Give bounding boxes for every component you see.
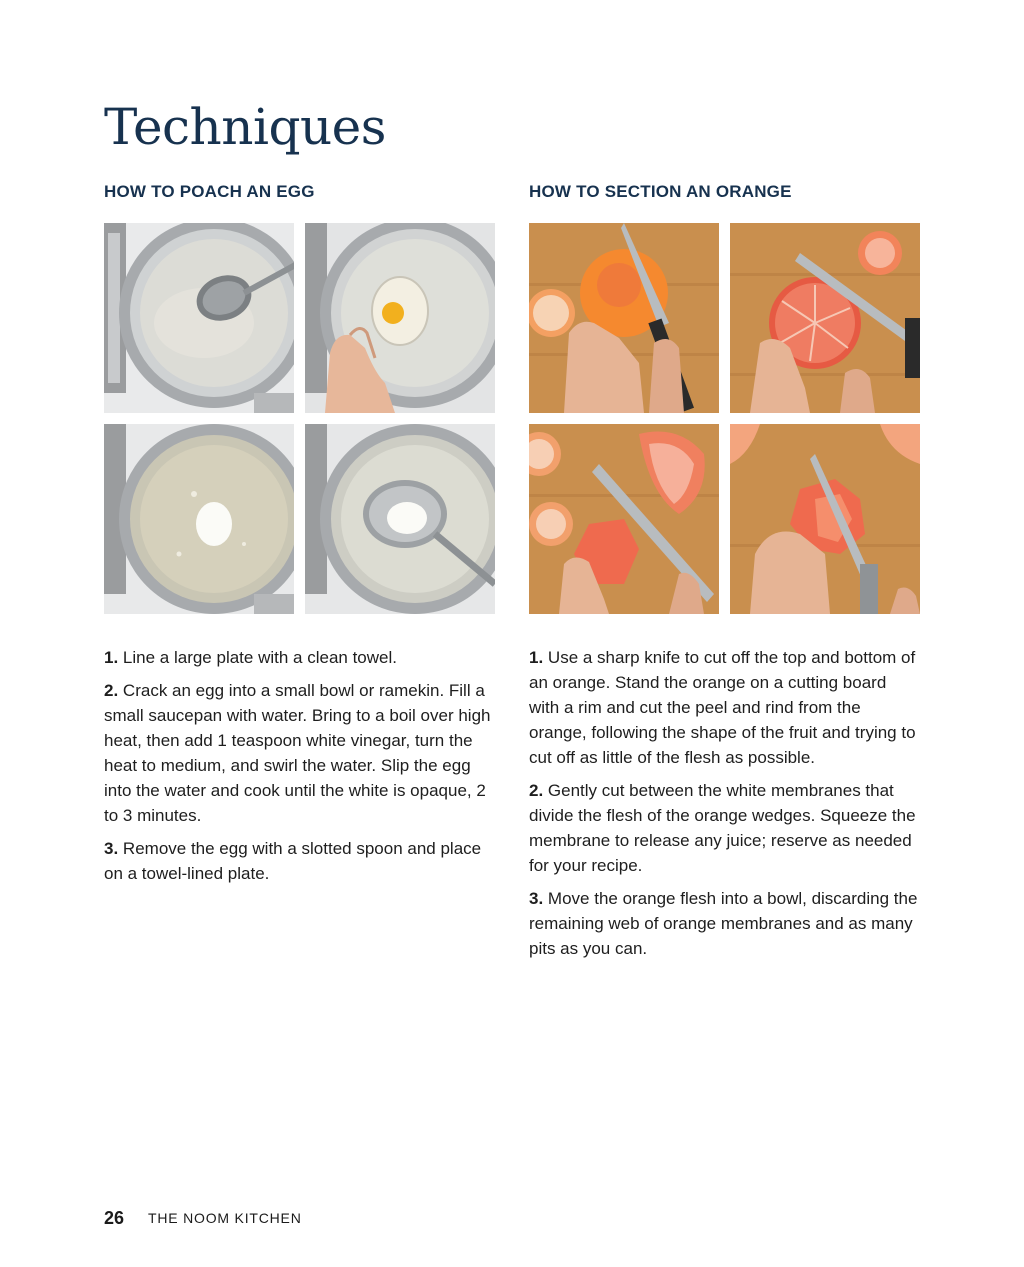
photo-cutting-orange-peel: [529, 223, 719, 413]
step-number: 3.: [104, 839, 119, 858]
steps-list: [529, 645, 921, 961]
step-item: [104, 836, 496, 886]
step-number: 2.: [529, 781, 544, 800]
cutting-orange-peel-icon: [529, 223, 719, 413]
page-footer: [104, 1206, 302, 1230]
pan-with-slotted-spoon-icon: [104, 223, 294, 413]
photo-pan-with-slotted-spoon: [104, 223, 294, 413]
step-number: 2.: [104, 681, 119, 700]
photo-egg-in-bowl: [305, 223, 495, 413]
poached-egg-on-spoon-icon: [305, 424, 495, 614]
page-number: 26: [104, 1207, 125, 1228]
egg-in-simmering-water-icon: [104, 424, 294, 614]
section-orange: [529, 180, 921, 969]
egg-in-bowl-icon: [305, 223, 495, 413]
photo-grid: [104, 223, 496, 615]
peeled-orange-with-knife-icon: [730, 223, 920, 413]
step-item: [529, 886, 921, 961]
page-title: Techniques: [104, 98, 386, 156]
section-heading: HOW TO POACH AN EGG: [104, 182, 315, 201]
step-item: [104, 645, 496, 670]
step-item: [104, 678, 496, 828]
photo-grid: [529, 223, 921, 615]
step-number: 1.: [529, 648, 544, 667]
step-text: Remove the egg with a slotted spoon and place on a towel-lined plate.: [104, 839, 482, 883]
photo-poached-egg-on-spoon: [305, 424, 495, 614]
step-text: Crack an egg into a small bowl or ramekin. Fill a small saucepan with water. Bring to a boil over high heat, then add 1 teaspoon white vinegar, turn the heat to medium, and swirl the water. Slip the egg into the water and cook until the white is opaque, 2 to 3 minutes.: [104, 681, 491, 825]
step-item: [529, 645, 921, 770]
step-number: 1.: [104, 648, 119, 667]
removing-orange-segment-icon: [730, 424, 920, 614]
slicing-orange-segments-icon: [529, 424, 719, 614]
steps-list: [104, 645, 496, 886]
photo-removing-orange-segment: [730, 424, 920, 614]
photo-slicing-orange-segments: [529, 424, 719, 614]
step-text: Move the orange flesh into a bowl, discarding the remaining web of orange membranes and as many pits as you can.: [529, 889, 918, 958]
step-text: Line a large plate with a clean towel.: [122, 648, 397, 667]
step-number: 3.: [529, 889, 544, 908]
photo-peeled-orange-with-knife: [730, 223, 920, 413]
step-item: [529, 778, 921, 878]
step-text: Use a sharp knife to cut off the top and bottom of an orange. Stand the orange on a cutting board with a rim and cut the peel and rind from the orange, following the shape of the fruit and trying to cut off as little of the flesh as possible.: [529, 648, 916, 767]
section-heading: HOW TO SECTION AN ORANGE: [529, 182, 792, 201]
photo-egg-in-simmering-water: [104, 424, 294, 614]
step-text: Gently cut between the white membranes that divide the flesh of the orange wedges. Squeeze the membrane to release any juice; reserve as needed for your recipe.: [529, 781, 916, 875]
running-title: THE NOOM KITCHEN: [148, 1210, 302, 1226]
section-poach-egg: [104, 180, 496, 894]
